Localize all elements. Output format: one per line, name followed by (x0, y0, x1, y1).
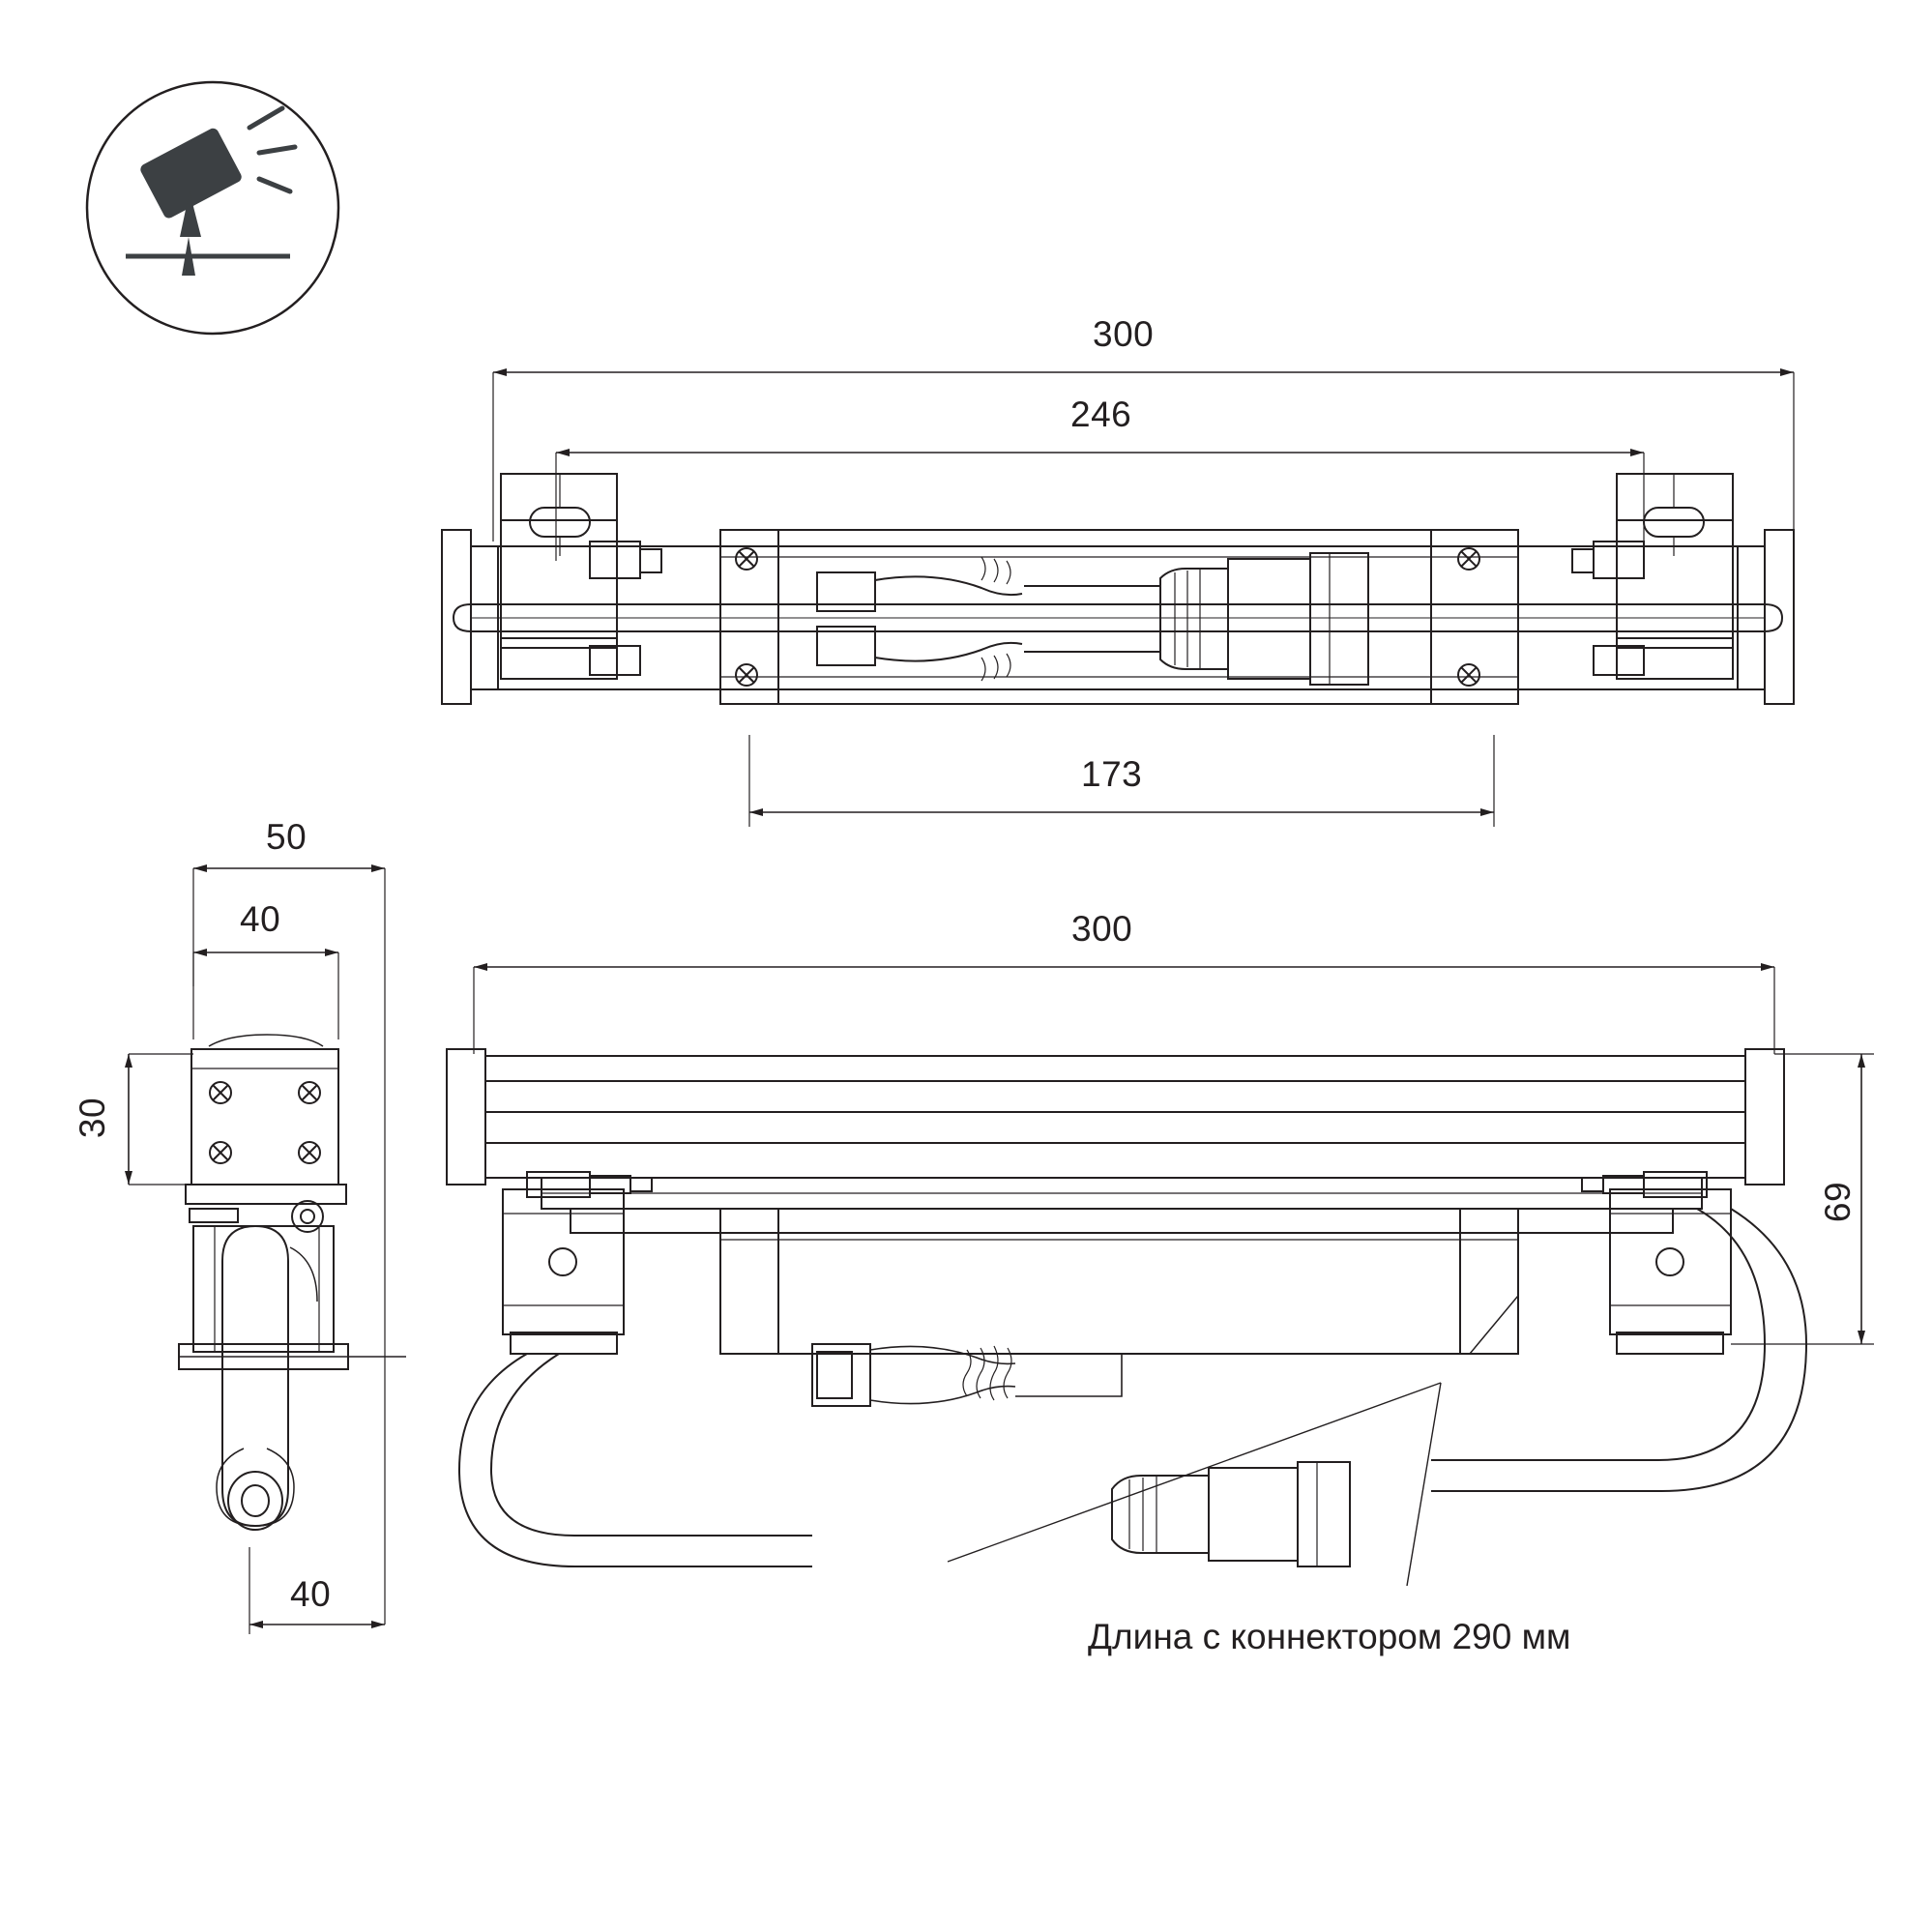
dimension-side-40-top: 40 (240, 899, 281, 939)
side-view-geometry (129, 868, 406, 1634)
dimension-side-30: 30 (73, 1097, 113, 1139)
ground-spike-floodlight-icon (87, 82, 338, 334)
dimension-top-246: 246 (1070, 395, 1132, 434)
dimension-side-50: 50 (266, 817, 307, 857)
dimension-top-173: 173 (1081, 754, 1143, 794)
dimension-front-69: 69 (1818, 1181, 1859, 1223)
dimension-side-40-bottom: 40 (290, 1574, 332, 1614)
dimension-top-300: 300 (1093, 314, 1155, 354)
dimension-front-300: 300 (1071, 909, 1133, 949)
connector-length-note: Длина с коннектором 290 мм (1088, 1617, 1571, 1656)
front-view-geometry (447, 967, 1874, 1586)
